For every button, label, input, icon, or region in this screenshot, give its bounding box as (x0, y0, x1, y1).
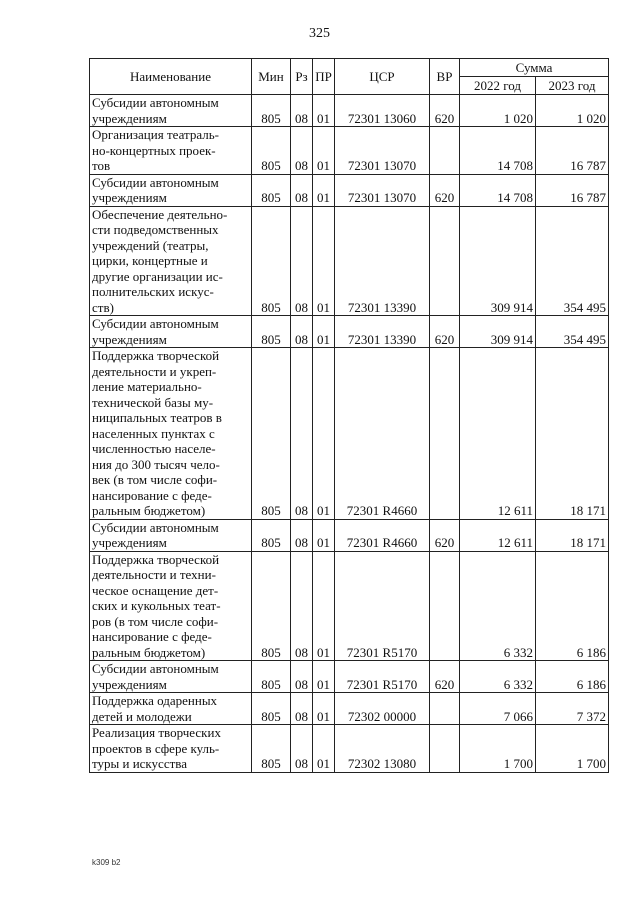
row-name (90, 174, 252, 206)
row-pr: 01 (313, 348, 335, 520)
row-vr: 620 (430, 661, 460, 693)
row-pr: 01 (313, 316, 335, 348)
row-name-line: туры и искусства (92, 756, 188, 771)
row-name (90, 725, 252, 773)
row-pr: 01 (313, 661, 335, 693)
row-name-line: ческое оснащение дет- (92, 582, 219, 598)
row-name (90, 551, 252, 661)
row-name-line: нансирование с феде- (92, 487, 212, 503)
row-rz: 08 (291, 206, 313, 316)
table-row (90, 519, 609, 551)
row-name-line: Поддержка творческой (92, 348, 220, 363)
table-row (90, 95, 609, 127)
row-vr (430, 206, 460, 316)
row-name-line: деятельности и укреп- (92, 363, 217, 379)
row-name (90, 348, 252, 520)
row-name-line: учреждениям (92, 110, 167, 126)
row-vr (430, 693, 460, 725)
row-amount-2023: 16 787 (536, 174, 609, 206)
header-rz: Рз (291, 59, 313, 95)
row-csr: 72301 13390 (335, 206, 430, 316)
row-csr: 72301 13060 (335, 95, 430, 127)
row-amount-2022: 14 708 (460, 127, 536, 175)
row-name-line: учреждениям (92, 535, 167, 550)
row-name-line: деятельности и техни- (92, 567, 216, 582)
row-min: 805 (252, 95, 291, 127)
row-name (90, 519, 252, 551)
row-name (90, 693, 252, 725)
row-amount-2022: 6 332 (460, 661, 536, 693)
row-pr: 01 (313, 725, 335, 773)
row-amount-2022: 12 611 (460, 519, 536, 551)
row-name-line: Организация театраль- (92, 127, 219, 142)
table-row (90, 316, 609, 348)
row-csr: 72301 R4660 (335, 348, 430, 520)
row-name-line: Субсидии автономным (92, 174, 219, 190)
row-name (90, 316, 252, 348)
header-pr: ПР (313, 59, 335, 95)
row-amount-2023: 7 372 (536, 693, 609, 725)
row-amount-2023: 16 787 (536, 127, 609, 175)
row-amount-2023: 6 186 (536, 661, 609, 693)
table-row (90, 174, 609, 206)
budget-table (89, 58, 609, 773)
row-name-line: ских и кукольных теат- (92, 598, 221, 613)
row-rz: 08 (291, 519, 313, 551)
row-name-line: Субсидии автономным (92, 519, 219, 535)
page-number: 325 (309, 26, 330, 41)
row-min: 805 (252, 206, 291, 316)
row-rz: 08 (291, 95, 313, 127)
table-row (90, 206, 609, 316)
row-name-line: учреждений (театры, (92, 237, 209, 253)
row-csr: 72301 13390 (335, 316, 430, 348)
row-name-line: Реализация творческих (92, 725, 221, 740)
row-min: 805 (252, 693, 291, 725)
footer-code: k309 b2 (92, 858, 121, 867)
row-pr: 01 (313, 127, 335, 175)
row-name-line: Субсидии автономным (92, 661, 219, 676)
row-amount-2022: 14 708 (460, 174, 536, 206)
row-min: 805 (252, 174, 291, 206)
row-rz: 08 (291, 693, 313, 725)
row-name-line: численностью населе- (92, 441, 216, 456)
row-amount-2023: 6 186 (536, 551, 609, 661)
row-amount-2023: 1 020 (536, 95, 609, 127)
row-name-line: учреждениям (92, 190, 167, 205)
row-amount-2022: 6 332 (460, 551, 536, 661)
row-name-line: полнительских искус- (92, 284, 214, 299)
row-vr (430, 551, 460, 661)
row-rz: 08 (291, 551, 313, 661)
table-row (90, 725, 609, 773)
row-vr: 620 (430, 316, 460, 348)
header-year-2022: 2022 год (460, 77, 536, 95)
row-csr: 72301 13070 (335, 127, 430, 175)
row-name-line: ральным бюджетом) (92, 644, 206, 660)
header-year-2023: 2023 год (536, 77, 609, 95)
row-amount-2022: 1 020 (460, 95, 536, 127)
row-name-line: цирки, концертные и (92, 253, 208, 268)
header-min: Мин (252, 59, 291, 95)
row-rz: 08 (291, 661, 313, 693)
row-name-line: учреждениям (92, 331, 167, 347)
table-body (90, 95, 609, 773)
row-name-line: другие организации ис- (92, 268, 223, 284)
row-rz: 08 (291, 174, 313, 206)
table-row (90, 127, 609, 175)
row-name (90, 206, 252, 316)
row-name-line: учреждениям (92, 676, 167, 692)
row-name-line: технической базы му- (92, 394, 214, 410)
row-min: 805 (252, 316, 291, 348)
row-amount-2022: 12 611 (460, 348, 536, 520)
row-vr (430, 725, 460, 773)
row-pr: 01 (313, 206, 335, 316)
row-min: 805 (252, 551, 291, 661)
table-row (90, 693, 609, 725)
row-pr: 01 (313, 174, 335, 206)
row-csr: 72302 00000 (335, 693, 430, 725)
row-min: 805 (252, 519, 291, 551)
row-name-line: ление материально- (92, 379, 202, 394)
row-rz: 08 (291, 348, 313, 520)
row-rz: 08 (291, 127, 313, 175)
row-name-line: век (в том числе софи- (92, 472, 218, 487)
row-name-line: ниципальных театров в (92, 410, 222, 425)
row-name-line: Обеспечение деятельно- (92, 206, 228, 222)
row-name-line: но-концертных проек- (92, 142, 216, 158)
row-min: 805 (252, 127, 291, 175)
row-rz: 08 (291, 316, 313, 348)
row-amount-2023: 1 700 (536, 725, 609, 773)
row-name-line: ров (в том числе софи- (92, 613, 219, 629)
header-sum: Сумма (460, 59, 609, 77)
row-name-line: ния до 300 тысяч чело- (92, 456, 220, 472)
row-min: 805 (252, 725, 291, 773)
row-name-line: ств) (92, 299, 114, 315)
row-name-line: Субсидии автономным (92, 95, 219, 110)
table-row (90, 661, 609, 693)
row-name (90, 127, 252, 175)
row-amount-2022: 7 066 (460, 693, 536, 725)
row-csr: 72301 13070 (335, 174, 430, 206)
row-amount-2022: 1 700 (460, 725, 536, 773)
row-pr: 01 (313, 519, 335, 551)
row-amount-2023: 354 495 (536, 316, 609, 348)
header-name: Наименование (90, 59, 252, 95)
row-name (90, 661, 252, 693)
row-name-line: детей и молодежи (92, 708, 192, 724)
table-row (90, 551, 609, 661)
row-name-line: Субсидии автономным (92, 316, 219, 331)
row-amount-2022: 309 914 (460, 316, 536, 348)
row-pr: 01 (313, 693, 335, 725)
row-amount-2023: 18 171 (536, 348, 609, 520)
row-pr: 01 (313, 95, 335, 127)
row-vr: 620 (430, 519, 460, 551)
header-vr: ВР (430, 59, 460, 95)
row-name-line: проектов в сфере куль- (92, 740, 220, 756)
row-name-line: Поддержка творческой (92, 551, 220, 567)
row-name-line: населенных пунктах с (92, 425, 215, 441)
row-name-line: ральным бюджетом) (92, 503, 206, 518)
row-vr: 620 (430, 95, 460, 127)
row-name-line: сти подведомственных (92, 222, 219, 237)
row-name-line: тов (92, 158, 111, 173)
row-csr: 72301 R5170 (335, 551, 430, 661)
row-vr (430, 127, 460, 175)
table-row (90, 348, 609, 520)
row-rz: 08 (291, 725, 313, 773)
row-name (90, 95, 252, 127)
row-amount-2023: 18 171 (536, 519, 609, 551)
row-name-line: Поддержка одаренных (92, 693, 218, 708)
header-csr: ЦСР (335, 59, 430, 95)
row-vr: 620 (430, 174, 460, 206)
row-vr (430, 348, 460, 520)
row-pr: 01 (313, 551, 335, 661)
row-min: 805 (252, 348, 291, 520)
row-csr: 72301 R5170 (335, 661, 430, 693)
row-min: 805 (252, 661, 291, 693)
row-amount-2023: 354 495 (536, 206, 609, 316)
row-csr: 72301 R4660 (335, 519, 430, 551)
row-amount-2022: 309 914 (460, 206, 536, 316)
row-csr: 72302 13080 (335, 725, 430, 773)
row-name-line: нансирование с феде- (92, 629, 212, 644)
